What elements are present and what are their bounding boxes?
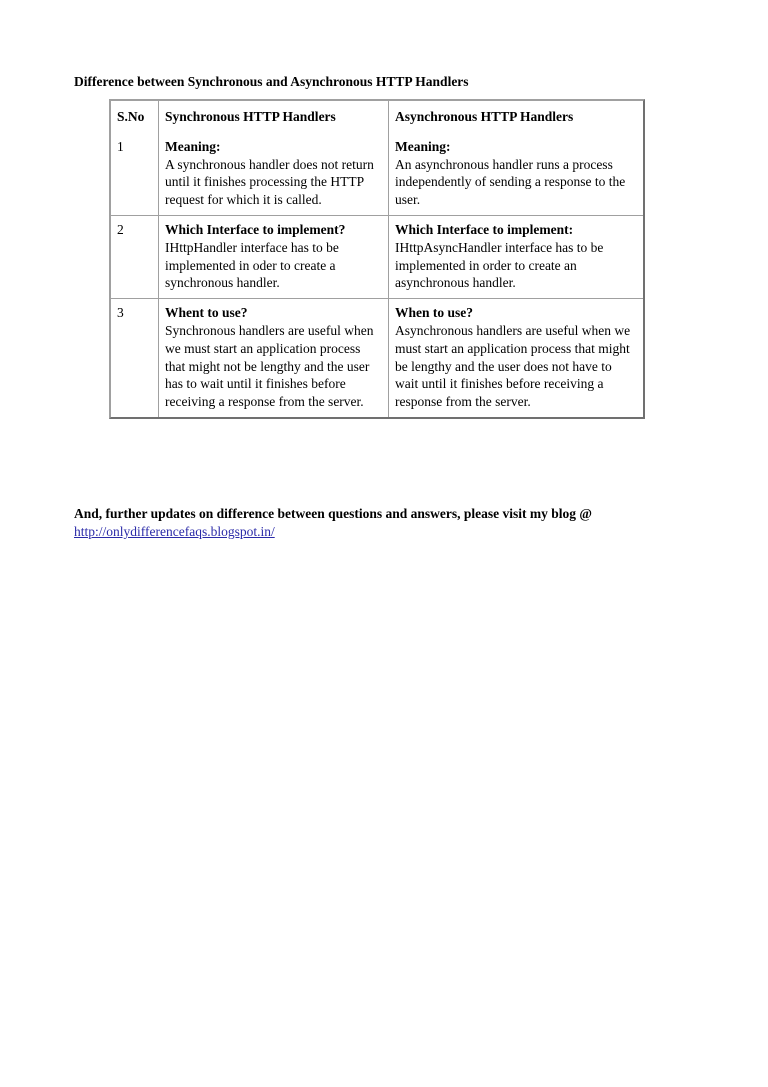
cell-heading: Whent to use? (165, 305, 248, 321)
page-title: Difference between Synchronous and Asynchronous HTTP Handlers (74, 74, 469, 89)
cell-text: An asynchronous handler runs a process independently of sending a response to the user. (395, 156, 626, 208)
footer-note (74, 505, 592, 541)
async-cell (389, 299, 643, 417)
sync-cell (159, 216, 389, 299)
table-row (111, 216, 643, 299)
cell-text: IHttpAsyncHandler interface has to be implemented in order to create an asynchronous handler. (395, 239, 604, 291)
cell-text: A synchronous handler does not return until it finishes processing the HTTP request for which it is called. (165, 156, 374, 208)
async-cell (389, 133, 643, 216)
table-row (111, 133, 643, 216)
cell-text: IHttpHandler interface has to be implemented in oder to create a synchronous handler. (165, 239, 339, 291)
footer-text: And, further updates on difference between questions and answers, please visit my blog @ (74, 506, 592, 521)
cell-text: Asynchronous handlers are useful when we must start an application process that might be lengthy and the user does not have to wait until it finishes before receiving a response from the server. (395, 322, 631, 410)
sync-cell (159, 299, 389, 417)
cell-text: Synchronous handlers are useful when we must start an application process that might not be lengthy and the user has to wait until it finishes before receiving a response from the server. (165, 322, 374, 410)
row-number: 1 (111, 133, 159, 216)
table-header-row (111, 101, 643, 133)
blog-link[interactable]: http://onlydifferencefaqs.blogspot.in/ (74, 524, 275, 539)
comparison-table (109, 99, 645, 419)
cell-heading: Which Interface to implement: (395, 221, 574, 237)
row-number: 3 (111, 299, 159, 417)
cell-heading: Meaning: (395, 138, 451, 154)
cell-heading: Which Interface to implement? (165, 221, 346, 237)
sync-cell (159, 133, 389, 216)
row-number: 2 (111, 216, 159, 299)
header-asynchronous: Asynchronous HTTP Handlers (395, 109, 574, 124)
async-cell (389, 216, 643, 299)
header-sno: S.No (111, 101, 159, 133)
table-row (111, 299, 643, 417)
header-synchronous: Synchronous HTTP Handlers (159, 101, 389, 133)
cell-heading: Meaning: (165, 138, 221, 154)
cell-heading: When to use? (395, 305, 474, 321)
